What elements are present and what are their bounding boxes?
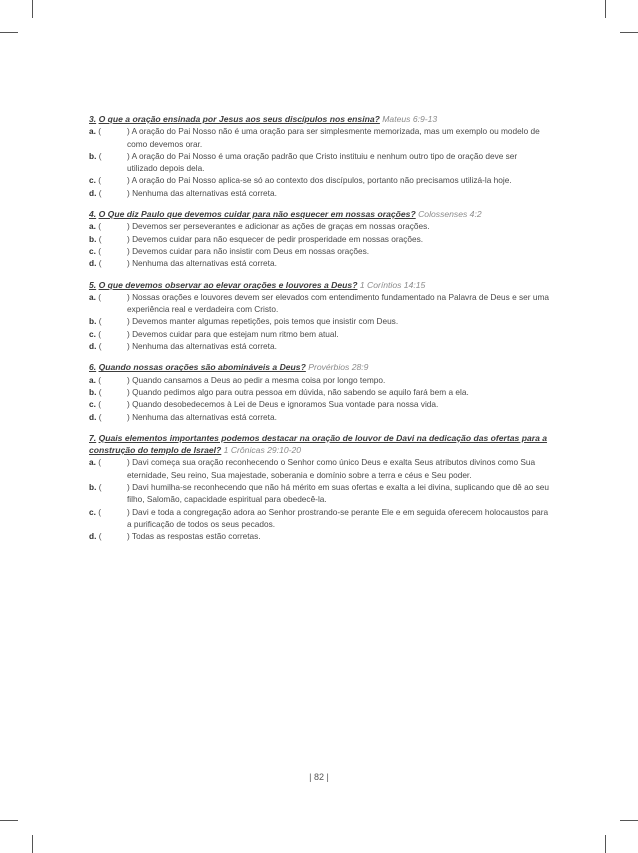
option-label [89,398,127,410]
option-label [89,506,127,531]
crop-mark-bottom-right-horizontal [620,820,638,821]
answer-option [89,386,549,398]
question-title [89,432,549,457]
question-text: Quando nossas orações são abomináveis a Deus? [98,362,306,373]
option-label [89,187,127,199]
answer-blank[interactable]: ( [98,187,102,198]
option-text: ) Devemos cuidar para não insistir com Deus em nossas orações. [127,245,370,256]
bible-reference: Mateus 6:9-13 [382,114,438,124]
option-label [89,233,127,245]
option-text: ) Quando pedimos algo para outra pessoa em dúvida, não sabendo se aquilo fará bem a ela. [127,386,469,397]
option-letter: b. [89,150,97,161]
answer-blank[interactable]: ( [98,411,102,422]
option-letter: d. [89,341,97,352]
option-text: ) A oração do Pai Nosso é uma oração padrão que Cristo instituiu e nenhum outro tipo de oração deve ser utilizado depois dela. [127,150,518,174]
option-letter: d. [89,187,97,198]
answer-blank[interactable]: ( [98,126,101,137]
answer-option [89,245,549,257]
answer-blank[interactable]: ( [98,150,102,161]
question-title [89,113,549,125]
option-letter: b. [89,233,97,244]
question-title [89,208,549,220]
answer-blank[interactable]: ( [98,233,102,244]
option-label [89,456,127,481]
answer-option [89,125,549,150]
answer-option [89,411,549,423]
option-text: ) Devemos cuidar para não esquecer de pedir prosperidade em nossas orações. [127,233,424,244]
crop-mark-bottom-right-vertical [605,835,606,853]
option-letter: c. [89,175,96,186]
answer-blank[interactable]: ( [98,291,101,302]
option-label [89,150,127,175]
bible-reference: 1 Crônicas 29:10-20 [223,445,302,456]
answer-blank[interactable]: ( [98,399,101,410]
question-text: O Que diz Paulo que devemos cuidar para não esquecer em nossas orações? [98,209,416,220]
option-letter: b. [89,482,97,493]
answer-option [89,328,549,340]
option-letter: c. [89,506,96,517]
answer-option [89,481,549,506]
answer-option [89,233,549,245]
option-label [89,174,127,186]
bible-reference: 1 Coríntios 14:15 [359,279,426,290]
option-letter: d. [89,411,97,422]
question-title [89,361,549,373]
crop-mark-bottom-left-vertical [32,835,33,853]
question-number: 4. [89,209,97,220]
question-block [89,361,549,422]
option-text: ) Devemos manter algumas repetições, pois temos que insistir com Deus. [127,316,399,327]
question-number: 3. [89,114,97,124]
option-label [89,481,127,506]
answer-option [89,398,549,410]
question-title [89,279,549,291]
option-letter: c. [89,399,96,410]
question-block [89,113,549,199]
bible-reference: Provérbios 28:9 [308,362,369,373]
answer-blank[interactable]: ( [98,531,102,542]
answer-blank[interactable]: ( [98,328,101,339]
answer-option [89,187,549,199]
answer-option [89,315,549,327]
option-label [89,257,127,269]
option-label [89,291,127,316]
option-text: ) Davi humilha-se reconhecendo que não há mérito em suas ofertas e exalta a lei divina, suplicando que dê ao seu filho, Salomão, capacidade espiritual para obedecê-la. [127,482,550,505]
question-text: O que devemos observar ao elevar orações e louvores a Deus? [98,279,358,290]
answer-blank[interactable]: ( [98,482,102,493]
option-text: ) Nossas orações e louvores devem ser elevados com entendimento fundamentado na Palavra de Deus e ser uma experiência real e verdadeira com Cristo. [127,291,549,315]
answer-blank[interactable]: ( [98,341,102,352]
option-letter: a. [89,457,96,468]
option-letter: b. [89,316,97,327]
answer-blank[interactable]: ( [98,175,101,186]
answer-option [89,220,549,232]
option-letter: c. [89,328,96,339]
question-number: 6. [89,362,97,373]
crop-mark-top-right-horizontal [620,32,638,33]
option-label [89,315,127,327]
option-text: ) Nenhuma das alternativas está correta. [127,258,277,269]
option-label [89,374,127,386]
question-block [89,432,549,543]
answer-option [89,291,549,316]
option-text: ) Devemos cuidar para que estejam num ritmo bem atual. [127,328,339,339]
question-text: Quais elementos importantes podemos destacar na oração de louvor de Davi na dedicação das ofertas para a construção do templo de Israel? [89,432,548,456]
option-text: ) Nenhuma das alternativas está correta. [127,341,277,352]
answer-option [89,456,549,481]
option-text: ) A oração do Pai Nosso aplica-se só ao contexto dos discípulos, portanto não precisamos utilizá-la hoje. [127,175,512,186]
option-letter: c. [89,245,96,256]
option-label [89,530,127,542]
option-label [89,245,127,257]
answer-blank[interactable]: ( [98,245,101,256]
option-letter: a. [89,291,96,302]
option-text: ) Quando desobedecemos à Lei de Deus e ignoramos Sua vontade para nossa vida. [127,399,439,410]
option-label [89,386,127,398]
option-letter: b. [89,386,97,397]
option-text: ) Todas as respostas estão corretas. [127,531,261,542]
answer-blank[interactable]: ( [98,457,101,468]
option-text: ) Davi e toda a congregação adora ao Senhor prostrando-se perante Ele e em seguida oferecem holocaustos para a purificação de todos os seus pecados. [127,506,549,529]
answer-option [89,150,549,175]
option-letter: d. [89,258,97,269]
answer-blank[interactable]: ( [98,506,101,517]
option-text: ) Davi começa sua oração reconhecendo o Senhor como único Deus e exalta Seus atributos divinos como Sua eternidade, Seu reino, Sua majestade, soberania e domínio sobre a terra e céus e Seu poder. [127,457,536,480]
answer-blank[interactable]: ( [98,221,101,232]
crop-mark-top-right-vertical [605,0,606,18]
bible-reference: Colossenses 4:2 [418,209,482,220]
question-number: 7. [89,432,97,443]
option-letter: d. [89,531,97,542]
option-letter: a. [89,126,96,137]
option-text: ) Devemos ser perseverantes e adicionar as ações de graças em nossas orações. [127,221,430,232]
answer-option [89,257,549,269]
answer-option [89,506,549,531]
answer-option [89,530,549,542]
option-label [89,328,127,340]
option-label [89,411,127,423]
question-block [89,208,549,269]
option-label [89,340,127,352]
answer-blank[interactable]: ( [98,258,102,269]
option-label [89,220,127,232]
option-text: ) A oração do Pai Nosso não é uma oração para ser simplesmente memorizada, mas um exemplo ou modelo de como devemos orar. [127,126,540,149]
question-number: 5. [89,279,97,290]
page-number: | 82 | [309,772,329,782]
answer-option [89,374,549,386]
option-label [89,125,127,150]
answer-option [89,340,549,352]
answer-blank[interactable]: ( [98,374,101,385]
answer-blank[interactable]: ( [98,316,102,327]
question-list [89,113,549,552]
answer-option [89,174,549,186]
crop-mark-top-left-vertical [32,0,33,18]
option-letter: a. [89,374,96,385]
question-text: O que a oração ensinada por Jesus aos seus discípulos nos ensina? [98,114,380,124]
crop-mark-top-left-horizontal [0,32,18,33]
option-letter: a. [89,221,96,232]
option-text: ) Nenhuma das alternativas está correta. [127,187,277,198]
option-text: ) Nenhuma das alternativas está correta. [127,411,277,422]
answer-blank[interactable]: ( [98,386,102,397]
option-text: ) Quando cansamos a Deus ao pedir a mesma coisa por longo tempo. [127,374,386,385]
crop-mark-bottom-left-horizontal [0,820,18,821]
question-block [89,279,549,353]
